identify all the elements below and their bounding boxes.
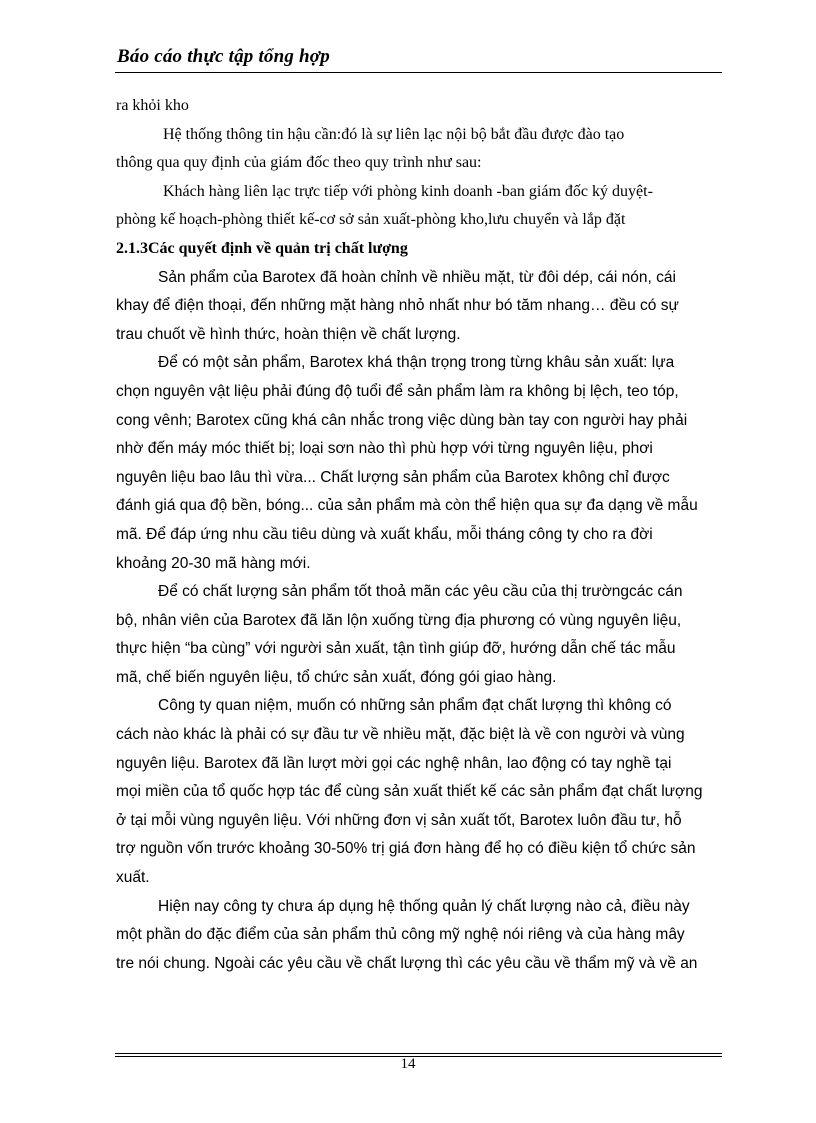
text-line: mã, chế biến nguyên liệu, tổ chức sản xuất, đóng gói giao hàng. [116,668,557,686]
text-line: trau chuốt về hình thức, hoàn thiện về chất lượng. [116,325,461,343]
text-line: thông qua quy định của giám đốc theo quy trình như sau: [116,154,482,172]
text-line: nhờ đến máy móc thiết bị; loại sơn nào thì phù hợp với từng nguyên liệu, phơi [116,440,653,458]
text-line: thực hiện “ba cùng” với người sản xuất, tận tình giúp đỡ, hướng dẫn chế tác mẫu [116,640,676,658]
body-text [116,92,720,978]
header-rule [115,72,722,73]
text-line: đánh giá qua độ bền, bóng... của sản phẩm mà còn thể hiện qua sự đa dạng về mẫu [116,497,698,515]
text-line: ở tại mỗi vùng nguyên liệu. Với những đơn vị sản xuất tốt, Barotex luôn đầu tư, hỗ [116,811,682,829]
text-line: xuất. [116,869,150,887]
text-line: nguyên liệu bao lâu thì vừa... Chất lượng sản phẩm của Barotex không chỉ được [116,468,670,486]
text-line: Công ty quan niệm, muốn có những sản phẩm đạt chất lượng thì không có [158,697,672,715]
text-line: Khách hàng liên lạc trực tiếp với phòng kinh doanh -ban giám đốc ký duyệt- [163,182,653,200]
text-line: mọi miền của tổ quốc hợp tác để cùng sản xuất thiết kế các sản phẩm đạt chất lượng [116,783,703,801]
text-line: phòng kế hoạch-phòng thiết kế-cơ sở sản xuất-phòng kho,lưu chuyển và lắp đặt [116,211,626,229]
text-line: một phần do đặc điểm của sản phẩm thủ công mỹ nghệ nói riêng và của hàng mây [116,926,685,944]
text-line: mã. Để đáp ứng nhu cầu tiêu dùng và xuất khẩu, mỗi tháng công ty cho ra đời [116,525,653,543]
text-line: cách nào khác là phải có sự đầu tư về nhiều mặt, đặc biệt là về con người và vùng [116,726,685,744]
text-line: nguyên liệu. Barotex đã lần lượt mời gọi các nghệ nhân, lao động có tay nghề tại [116,754,672,772]
text-line: cong vênh; Barotex cũng khá cân nhắc trong việc dùng bàn tay con người hay phải [116,411,688,429]
text-line: trợ nguồn vốn trước khoảng 30-50% trị giá đơn hàng để họ có điều kiện tổ chức sản [116,840,696,858]
text-line: chọn nguyên vật liệu phải đúng độ tuổi để sản phẩm làm ra không bị lệch, teo tóp, [116,382,679,400]
footer-rule [115,1053,722,1054]
page-number: 14 [400,1056,416,1072]
text-line: khay để điện thoại, đến những mặt hàng nhỏ nhất như bó tăm nhang… đều có sự [116,297,679,315]
text-line: Sản phẩm của Barotex đã hoàn chỉnh về nhiều mặt, từ đôi dép, cái nón, cái [158,268,676,286]
text-line: Để có một sản phẩm, Barotex khá thận trọng trong từng khâu sản xuất: lựa [158,354,675,372]
section-heading: 2.1.3Các quyết định về quản trị chất lượng [116,239,408,257]
text-line: Để có chất lượng sản phẩm tốt thoả mãn các yêu cầu của thị trườngcác cán [158,583,683,601]
header-title: Báo cáo thực tập tổng hợp [117,46,330,67]
text-line: Hiện nay công ty chưa áp dụng hệ thống quản lý chất lượng nào cả, điều này [158,897,690,915]
text-line: ra khỏi kho [116,97,189,114]
text-line: bộ, nhân viên của Barotex đã lăn lộn xuống từng địa phương có vùng nguyên liệu, [116,611,682,629]
text-line: khoảng 20-30 mã hàng mới. [116,554,311,572]
text-line: tre nói chung. Ngoài các yêu cầu về chất lượng thì các yêu cầu về thẩm mỹ và về an [116,954,698,972]
text-line: Hệ thống thông tin hậu cần:đó là sự liên lạc nội bộ bắt đầu được đào tạo [163,125,625,143]
